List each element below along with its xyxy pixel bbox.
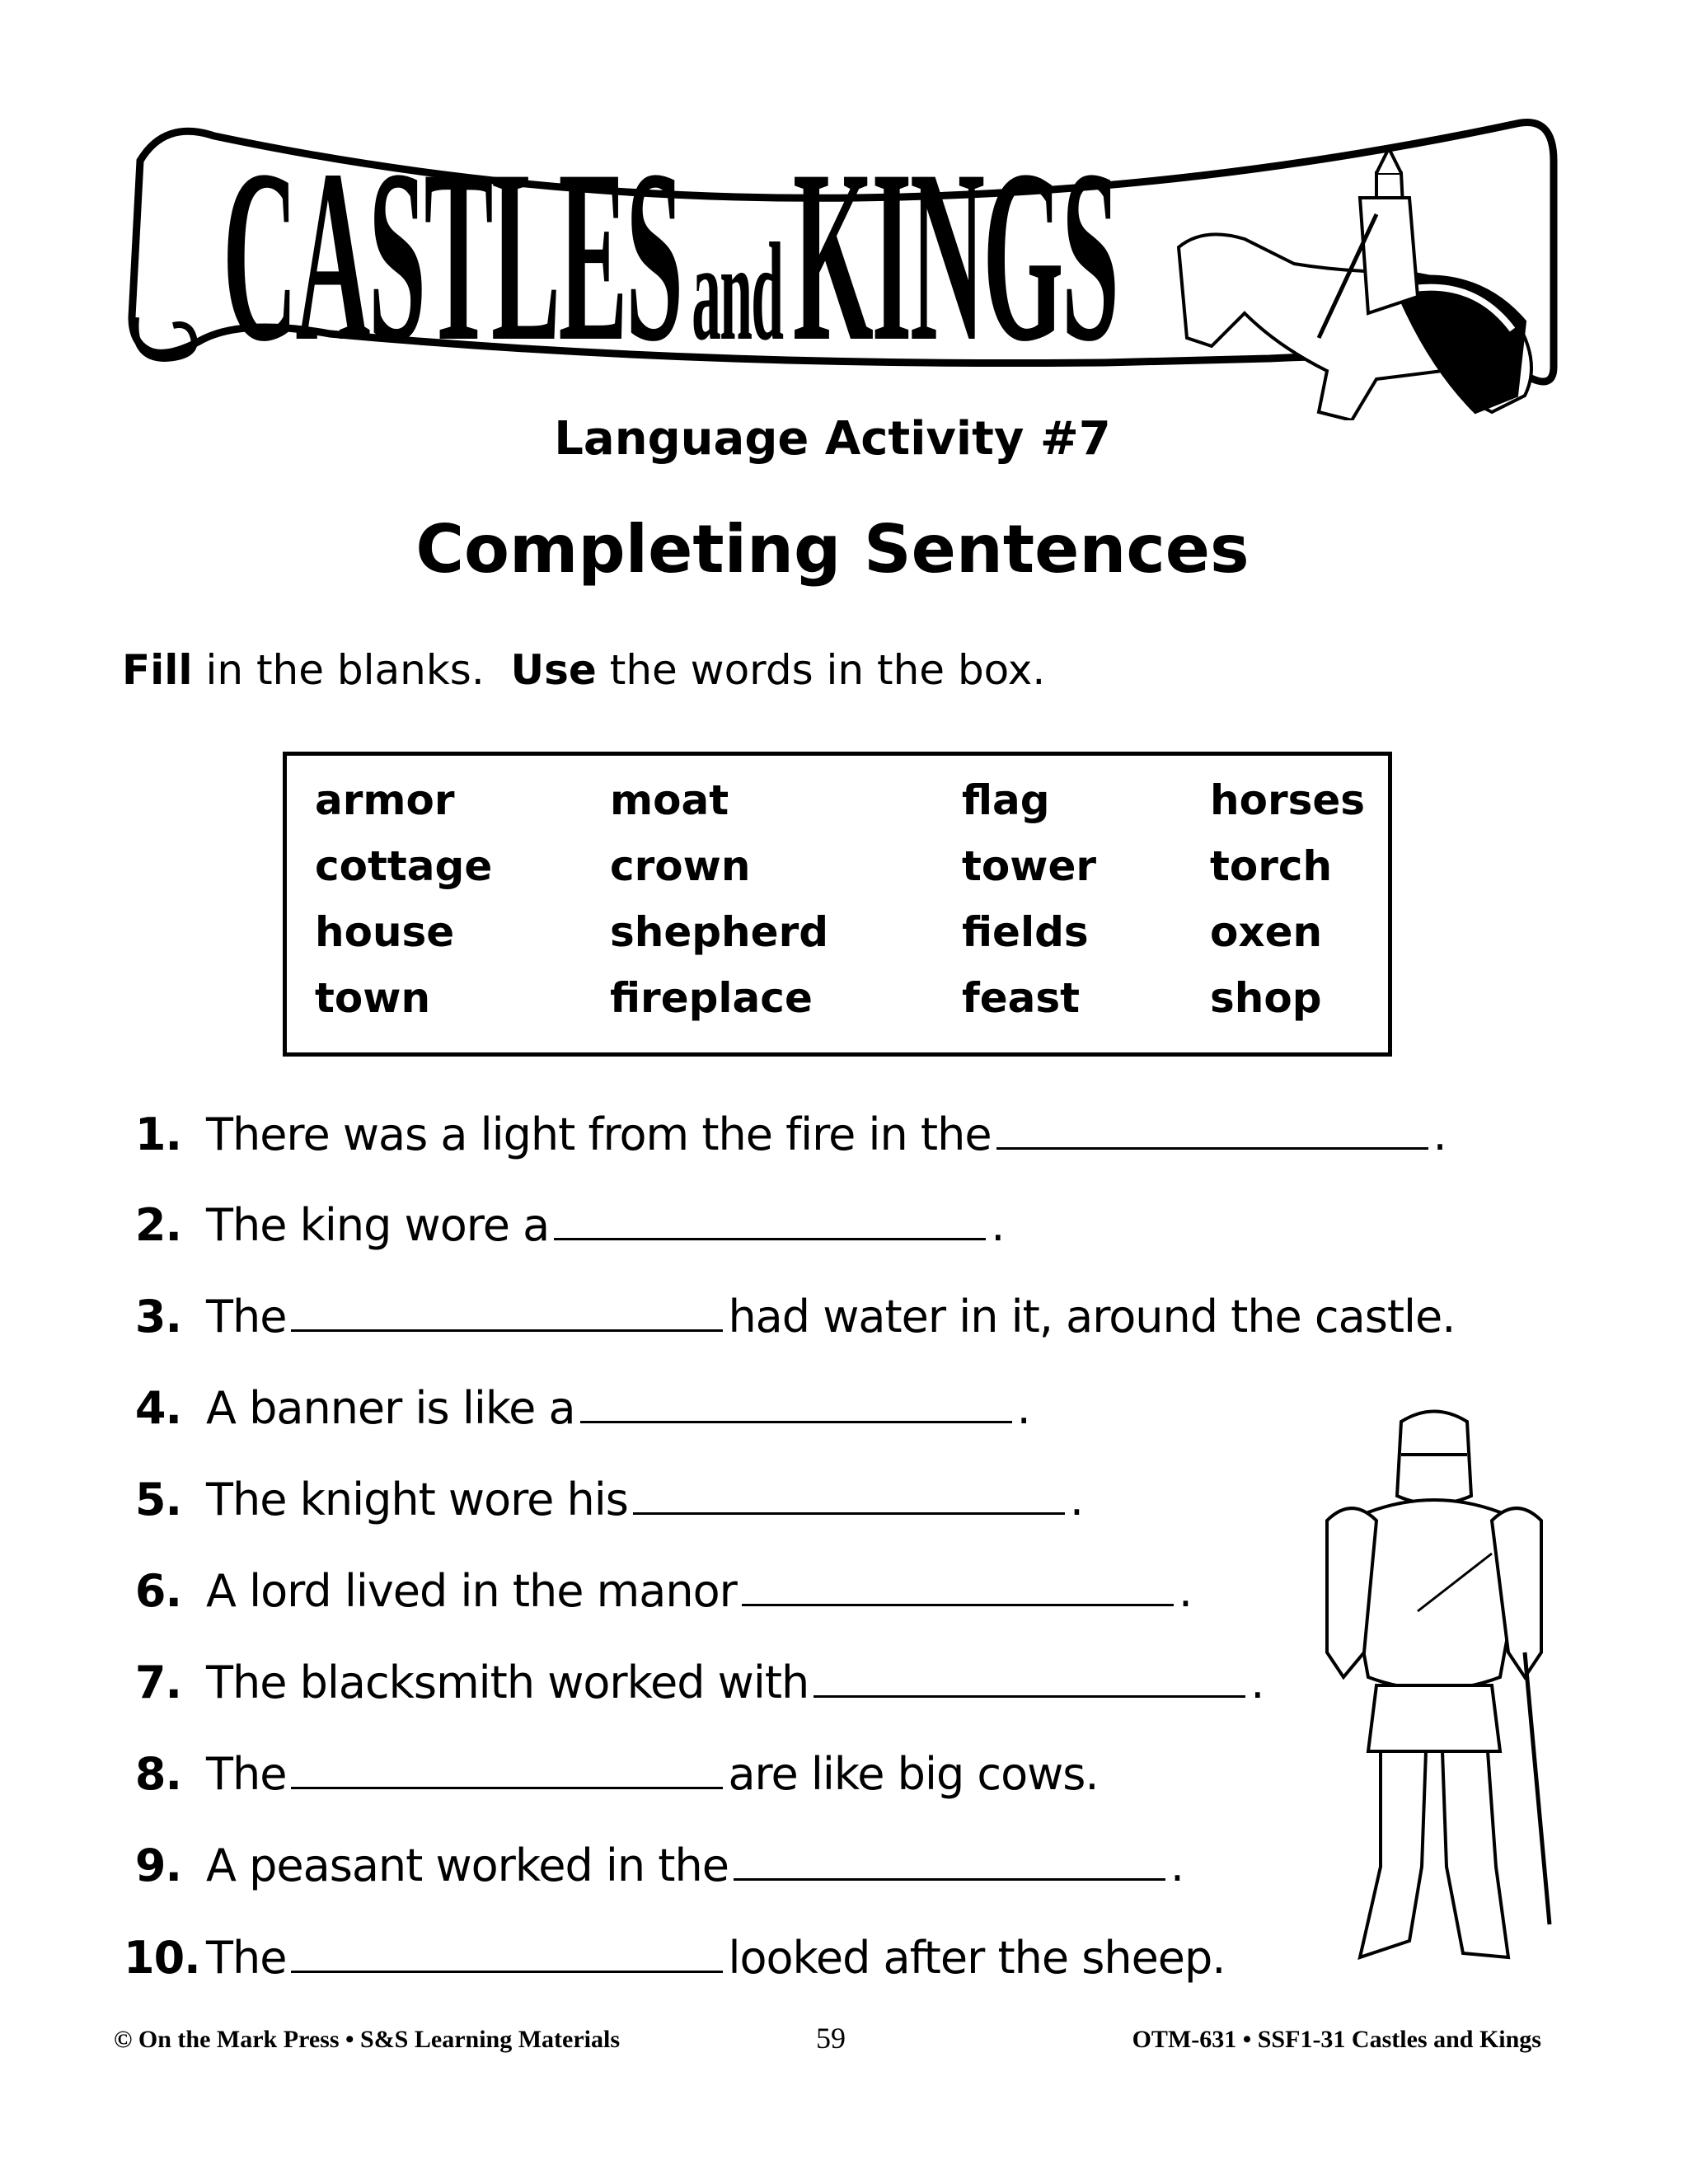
instr-text1: in the blanks. [192, 646, 511, 694]
sentence-number: 8. [134, 1748, 181, 1800]
sentence-text-before: A banner is like a [206, 1382, 575, 1434]
word-box-item: moat [610, 776, 729, 824]
answer-blank[interactable] [580, 1388, 1012, 1423]
sentence-text-after: looked after the sheep. [728, 1932, 1226, 1984]
sentence-text-after: . [1016, 1382, 1030, 1434]
word-box-item: feast [962, 974, 1081, 1022]
sentence-text-after: . [1170, 1840, 1184, 1891]
sentence-number: 4. [134, 1382, 181, 1434]
instr-text2: the words in the box. [596, 646, 1046, 694]
title-castles: CASTLES [223, 119, 682, 392]
sentence-text-before: The king wore a [206, 1199, 550, 1251]
sentence-item [124, 1199, 1004, 1251]
word-box-item: crown [610, 842, 751, 890]
activity-subtitle: Language Activity #7 [554, 412, 1111, 466]
title-and: and [692, 214, 783, 369]
word-box-item: cottage [315, 842, 493, 890]
answer-blank[interactable] [291, 1296, 723, 1332]
sentence-item [124, 1382, 1030, 1434]
instr-use: Use [510, 646, 597, 694]
sentence-number: 6. [134, 1565, 181, 1617]
word-box-item: town [315, 974, 431, 1022]
sentence-number: 1. [134, 1108, 181, 1160]
sentence-text-before: A peasant worked in the [206, 1840, 729, 1891]
footer-publisher: © On the Mark Press • S&S Learning Materials [114, 2026, 620, 2053]
sentence-text-before: The knight wore his [206, 1474, 628, 1526]
sentence-item [124, 1565, 1192, 1617]
sentence-item [124, 1840, 1184, 1891]
sentence-number: 5. [134, 1474, 181, 1526]
answer-blank[interactable] [633, 1479, 1065, 1515]
word-box-item: fields [962, 908, 1089, 956]
sentence-text-after: . [991, 1199, 1005, 1251]
sentence-text-before: There was a light from the fire in the [206, 1108, 992, 1160]
sentence-text-before: The [206, 1932, 287, 1984]
sentence-text-before: A lord lived in the manor [206, 1565, 737, 1617]
answer-blank[interactable] [742, 1571, 1174, 1606]
word-box-item: house [315, 908, 455, 956]
answer-blank[interactable] [291, 1938, 723, 1973]
footer-product-code: OTM-631 • SSF1-31 Castles and Kings [1132, 2026, 1541, 2053]
word-box-item: tower [962, 842, 1097, 890]
word-box-item: shepherd [610, 908, 829, 956]
title-kings: KINGS [792, 119, 1118, 392]
word-box-item: shop [1210, 974, 1322, 1022]
answer-blank[interactable] [734, 1845, 1165, 1881]
sentence-item [124, 1474, 1083, 1526]
sentence-item [124, 1108, 1447, 1160]
suit-of-armor-illustration [1302, 1405, 1566, 1982]
sentence-text-after: . [1432, 1108, 1447, 1160]
instr-fill: Fill [122, 646, 193, 694]
word-box-item: flag [962, 776, 1050, 824]
word-box-item: fireplace [610, 974, 813, 1022]
sentence-item [124, 1291, 1455, 1343]
word-box-item: torch [1210, 842, 1333, 890]
sentence-text-after: . [1178, 1565, 1192, 1617]
sentence-text-after: . [1069, 1474, 1084, 1526]
answer-blank[interactable] [814, 1662, 1245, 1698]
banner-title [223, 119, 1118, 392]
word-box [283, 752, 1392, 1057]
instructions [122, 646, 1045, 694]
sentence-text-after: are like big cows. [728, 1748, 1099, 1800]
word-box-item: armor [315, 776, 455, 824]
sentence-number: 7. [134, 1657, 181, 1708]
sentence-text-before: The [206, 1291, 287, 1343]
sentence-number: 9. [134, 1840, 181, 1891]
word-box-item: horses [1210, 776, 1366, 824]
sentence-item [124, 1932, 1225, 1984]
sentence-number: 10. [124, 1932, 200, 1984]
sentence-number: 2. [134, 1199, 181, 1251]
page-heading: Completing Sentences [415, 511, 1250, 588]
sentence-text-before: The blacksmith worked with [206, 1657, 809, 1708]
page-number: 59 [816, 2022, 846, 2055]
sentence-text-after: . [1250, 1657, 1264, 1708]
sentence-number: 3. [134, 1291, 181, 1343]
answer-blank[interactable] [554, 1205, 986, 1240]
sentence-item [124, 1657, 1264, 1708]
answer-blank[interactable] [996, 1114, 1428, 1150]
sentence-text-before: The [206, 1748, 287, 1800]
knight-on-horse-illustration [1129, 148, 1558, 420]
word-box-item: oxen [1210, 908, 1323, 956]
sentence-item [124, 1748, 1099, 1800]
answer-blank[interactable] [291, 1754, 723, 1789]
sentence-text-after: had water in it, around the castle. [728, 1291, 1456, 1343]
